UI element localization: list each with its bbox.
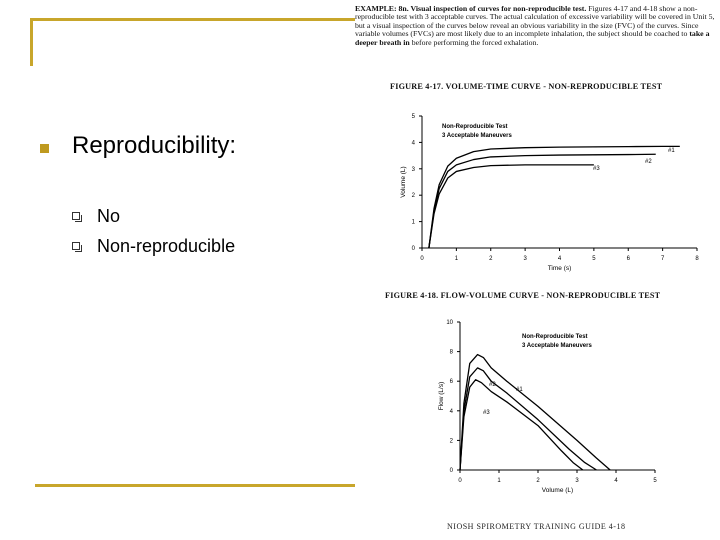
y-tick-label: 1 (411, 219, 415, 226)
x-tick-label: 3 (523, 256, 527, 262)
series-line-maneuver-3 (460, 380, 583, 470)
series-label-maneuver-3: #3 (483, 410, 490, 416)
series-line-maneuver-2 (460, 368, 597, 470)
x-tick-label: 2 (536, 478, 540, 484)
x-tick-label: 0 (458, 478, 462, 484)
y-tick-label: 10 (446, 320, 453, 326)
chart-legend-line1: Non-Reproducible Test (522, 334, 588, 340)
y-tick-label: 8 (449, 349, 453, 356)
sub-item-no: No (97, 206, 121, 226)
x-tick-label: 0 (420, 256, 424, 262)
series-line-maneuver-2 (429, 154, 656, 248)
x-tick-label: 8 (695, 256, 699, 262)
figure2-caption: FIGURE 4-18. FLOW-VOLUME CURVE - NON-REPRODUCIBLE TEST (385, 291, 661, 300)
series-label-maneuver-2: #2 (489, 382, 496, 388)
x-tick-label: 5 (592, 256, 596, 262)
y-tick-label: 6 (449, 379, 453, 386)
y-tick-label: 3 (411, 166, 415, 173)
y-tick-label: 0 (449, 468, 453, 474)
series-label-maneuver-1: #1 (668, 148, 675, 154)
chart-legend-line2: 3 Acceptable Maneuvers (522, 343, 592, 349)
example-text-block (355, 5, 717, 47)
y-tick-label: 4 (411, 140, 415, 147)
y-tick-label: 2 (449, 438, 453, 445)
sub-bullet-icon (72, 212, 80, 220)
x-tick-label: 6 (626, 256, 630, 262)
frame-bottom-accent (35, 484, 355, 487)
x-tick-label: 1 (454, 256, 459, 262)
bullet-icon (40, 144, 49, 153)
x-tick-label: 7 (660, 256, 665, 262)
series-line-maneuver-1 (429, 146, 680, 248)
y-tick-label: 5 (411, 114, 415, 120)
sub-item-non-reproducible: Non-reproducible (97, 236, 236, 256)
y-tick-label: 4 (449, 408, 453, 415)
series-label-maneuver-1: #1 (516, 387, 523, 393)
example-label: EXAMPLE: 8n. Visual inspection of curves for non-reproducible test. (355, 4, 587, 13)
x-tick-label: 5 (653, 478, 657, 484)
x-axis-label: Volume (L) (541, 487, 574, 494)
x-tick-label: 3 (575, 478, 579, 484)
sub-bullet-icon (72, 242, 80, 250)
example-tail: before performing the forced exhalation. (411, 37, 539, 47)
series-line-maneuver-1 (460, 355, 610, 470)
frame-left-accent (30, 18, 33, 66)
x-tick-label: 4 (614, 478, 618, 484)
series-label-maneuver-3: #3 (593, 166, 600, 172)
example-emphasis: take a deeper breath in (355, 29, 710, 47)
example-body: Figures 4-17 and 4-18 show a non-reproducible test with 3 acceptable curves. The actual calculation of excessive variability will be covered in Unit 5, but a visual inspection of the curves below reveal an obvious variability in the size (FVC) of the curves. Since variable volumes (FVCs) are most likely due to an incomplete inhalation, the subject should be coached to (355, 4, 715, 39)
y-axis-label: Flow (L/s) (438, 381, 445, 411)
figure1-caption: FIGURE 4-17. VOLUME-TIME CURVE - NON-REPRODUCIBLE TEST (390, 82, 663, 91)
y-tick-label: 0 (411, 246, 415, 252)
x-axis-label: Time (s) (547, 265, 572, 272)
series-line-maneuver-3 (429, 165, 594, 248)
slide-title: Reproducibility: (72, 132, 237, 159)
footer-text: NIOSH SPIROMETRY TRAINING GUIDE 4-18 (447, 522, 626, 531)
chart-legend-line1: Non-Reproducible Test (442, 124, 508, 130)
y-axis-label: Volume (L) (400, 166, 407, 198)
chart-legend-line2: 3 Acceptable Maneuvers (442, 133, 512, 139)
x-tick-label: 2 (489, 256, 493, 262)
x-tick-label: 1 (497, 478, 501, 484)
series-label-maneuver-2: #2 (645, 159, 652, 165)
frame-top-accent (30, 18, 355, 21)
y-tick-label: 2 (411, 193, 415, 200)
x-tick-label: 4 (557, 256, 562, 262)
